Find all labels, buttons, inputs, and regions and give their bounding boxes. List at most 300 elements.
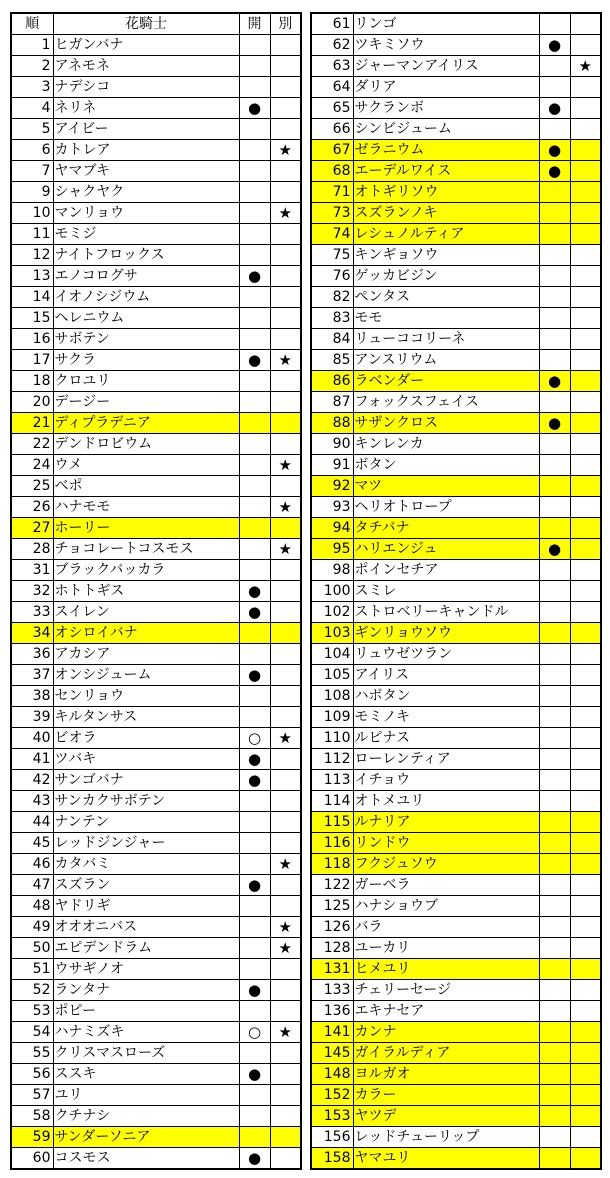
order-cell: 34 — [11, 623, 53, 644]
order-cell: 18 — [11, 371, 53, 392]
name-cell: コスモス — [53, 1148, 239, 1170]
order-cell: 131 — [311, 959, 353, 980]
special-mark-cell — [570, 224, 601, 245]
special-mark-cell — [270, 812, 301, 833]
order-cell: 40 — [11, 728, 53, 749]
order-cell: 110 — [311, 728, 353, 749]
name-cell: デンドロビウム — [53, 434, 239, 455]
open-mark-cell — [539, 602, 570, 623]
open-mark-cell: ● — [239, 602, 270, 623]
table-row — [11, 581, 301, 602]
name-cell: ウメ — [53, 455, 239, 476]
special-mark-cell — [570, 581, 601, 602]
name-cell: クリスマスローズ — [53, 1043, 239, 1064]
table-row — [11, 413, 301, 434]
name-cell: フォックスフェイス — [353, 392, 539, 413]
name-cell: ハリエンジュ — [353, 539, 539, 560]
open-mark-cell — [239, 1043, 270, 1064]
open-mark-cell: ● — [239, 266, 270, 287]
order-cell: 5 — [11, 119, 53, 140]
order-cell: 54 — [11, 1022, 53, 1043]
order-cell: 93 — [311, 497, 353, 518]
table-row — [11, 476, 301, 497]
open-mark-cell — [239, 35, 270, 56]
header-open: 開 — [239, 13, 270, 35]
special-mark-cell — [270, 1148, 301, 1170]
order-cell: 11 — [11, 224, 53, 245]
order-cell: 55 — [11, 1043, 53, 1064]
name-cell: エノコログサ — [53, 266, 239, 287]
open-mark-cell — [239, 476, 270, 497]
table-row — [311, 1064, 601, 1085]
open-mark-cell: ● — [539, 161, 570, 182]
table-row — [311, 98, 601, 119]
table-row — [311, 980, 601, 1001]
special-mark-cell: ★ — [570, 56, 601, 77]
order-cell: 82 — [311, 287, 353, 308]
open-mark-cell — [539, 686, 570, 707]
special-mark-cell — [570, 812, 601, 833]
table-row — [311, 266, 601, 287]
open-mark-cell — [239, 224, 270, 245]
open-mark-cell — [539, 623, 570, 644]
table-row — [311, 350, 601, 371]
open-mark-cell — [539, 644, 570, 665]
table-row — [11, 497, 301, 518]
table-row — [311, 665, 601, 686]
order-cell: 90 — [311, 434, 353, 455]
name-cell: バラ — [353, 917, 539, 938]
order-cell: 53 — [11, 1001, 53, 1022]
open-mark-cell — [539, 350, 570, 371]
order-cell: 74 — [311, 224, 353, 245]
name-cell: ヘレニウム — [53, 308, 239, 329]
order-cell: 88 — [311, 413, 353, 434]
open-mark-cell — [239, 833, 270, 854]
special-mark-cell — [270, 119, 301, 140]
special-mark-cell — [570, 182, 601, 203]
name-cell: エピデンドラム — [53, 938, 239, 959]
special-mark-cell — [570, 728, 601, 749]
special-mark-cell — [570, 308, 601, 329]
open-mark-cell — [239, 329, 270, 350]
order-cell: 112 — [311, 749, 353, 770]
special-mark-cell — [570, 455, 601, 476]
order-cell: 3 — [11, 77, 53, 98]
table-row — [311, 791, 601, 812]
name-cell: センリョウ — [53, 686, 239, 707]
open-mark-cell — [539, 833, 570, 854]
open-mark-cell — [239, 371, 270, 392]
table-row — [311, 413, 601, 434]
table-row — [11, 245, 301, 266]
open-mark-cell — [539, 119, 570, 140]
special-mark-cell: ★ — [270, 497, 301, 518]
special-mark-cell — [570, 560, 601, 581]
order-cell: 57 — [11, 1085, 53, 1106]
order-cell: 42 — [11, 770, 53, 791]
order-cell: 15 — [11, 308, 53, 329]
table-row — [311, 497, 601, 518]
table-row — [11, 203, 301, 224]
order-cell: 73 — [311, 203, 353, 224]
open-mark-cell — [539, 854, 570, 875]
order-cell: 122 — [311, 875, 353, 896]
open-mark-cell — [239, 623, 270, 644]
table-row — [11, 1085, 301, 1106]
open-mark-cell — [239, 1127, 270, 1148]
open-mark-cell — [539, 980, 570, 1001]
special-mark-cell — [270, 245, 301, 266]
order-cell: 62 — [311, 35, 353, 56]
order-cell: 83 — [311, 308, 353, 329]
name-cell: ストロベリーキャンドル — [353, 602, 539, 623]
special-mark-cell — [570, 266, 601, 287]
special-mark-cell — [570, 35, 601, 56]
order-cell: 32 — [11, 581, 53, 602]
special-mark-cell: ★ — [270, 728, 301, 749]
name-cell: クロユリ — [53, 371, 239, 392]
name-cell: マンリョウ — [53, 203, 239, 224]
name-cell: オシロイバナ — [53, 623, 239, 644]
open-mark-cell — [539, 434, 570, 455]
special-mark-cell — [270, 686, 301, 707]
open-mark-cell: ● — [239, 350, 270, 371]
order-cell: 118 — [311, 854, 353, 875]
special-mark-cell — [570, 791, 601, 812]
special-mark-cell: ★ — [270, 455, 301, 476]
special-mark-cell — [570, 602, 601, 623]
header-order: 順 — [11, 13, 53, 35]
special-mark-cell — [270, 476, 301, 497]
table-row — [11, 308, 301, 329]
special-mark-cell — [270, 266, 301, 287]
open-mark-cell: ● — [539, 371, 570, 392]
table-row — [11, 1043, 301, 1064]
order-cell: 116 — [311, 833, 353, 854]
name-cell: アイビー — [53, 119, 239, 140]
open-mark-cell — [539, 245, 570, 266]
name-cell: デージー — [53, 392, 239, 413]
open-mark-cell — [539, 182, 570, 203]
open-mark-cell — [539, 455, 570, 476]
open-mark-cell: ● — [239, 980, 270, 1001]
table-row — [11, 665, 301, 686]
name-cell: サザンクロス — [353, 413, 539, 434]
open-mark-cell — [239, 1085, 270, 1106]
order-cell: 94 — [311, 518, 353, 539]
name-cell: ベポ — [53, 476, 239, 497]
order-cell: 48 — [11, 896, 53, 917]
order-cell: 46 — [11, 854, 53, 875]
special-mark-cell: ★ — [270, 938, 301, 959]
order-cell: 65 — [311, 98, 353, 119]
order-cell: 86 — [311, 371, 353, 392]
open-mark-cell — [539, 1085, 570, 1106]
table-row — [11, 959, 301, 980]
name-cell: ランタナ — [53, 980, 239, 1001]
special-mark-cell — [570, 497, 601, 518]
special-mark-cell: ★ — [270, 203, 301, 224]
name-cell: ハナミズキ — [53, 1022, 239, 1043]
special-mark-cell — [270, 707, 301, 728]
order-cell: 7 — [11, 161, 53, 182]
table-row — [11, 644, 301, 665]
name-cell: ルナリア — [353, 812, 539, 833]
table-row — [311, 140, 601, 161]
special-mark-cell — [270, 1043, 301, 1064]
special-mark-cell — [570, 686, 601, 707]
name-cell: オトギリソウ — [353, 182, 539, 203]
table-row — [311, 539, 601, 560]
table-row — [311, 623, 601, 644]
open-mark-cell — [239, 791, 270, 812]
special-mark-cell — [570, 1064, 601, 1085]
table-row — [11, 518, 301, 539]
open-mark-cell — [539, 791, 570, 812]
special-mark-cell — [270, 308, 301, 329]
table-row — [11, 539, 301, 560]
open-mark-cell: ● — [239, 1064, 270, 1085]
table-row — [311, 434, 601, 455]
open-mark-cell — [239, 182, 270, 203]
flower-knight-table-left — [10, 12, 302, 1170]
table-row — [311, 644, 601, 665]
special-mark-cell — [270, 602, 301, 623]
order-cell: 113 — [311, 770, 353, 791]
order-cell: 22 — [11, 434, 53, 455]
table-row — [311, 833, 601, 854]
table-row — [311, 854, 601, 875]
open-mark-cell — [539, 875, 570, 896]
special-mark-cell — [270, 1001, 301, 1022]
special-mark-cell — [570, 1001, 601, 1022]
table-row — [311, 119, 601, 140]
table-row — [11, 350, 301, 371]
open-mark-cell — [239, 455, 270, 476]
table-row — [311, 1043, 601, 1064]
name-cell: サンゴバナ — [53, 770, 239, 791]
table-row — [11, 707, 301, 728]
order-cell: 16 — [11, 329, 53, 350]
order-cell: 20 — [11, 392, 53, 413]
table-row — [311, 1085, 601, 1106]
table-row — [311, 77, 601, 98]
order-cell: 158 — [311, 1148, 353, 1170]
special-mark-cell — [570, 413, 601, 434]
name-cell: ホトトギス — [53, 581, 239, 602]
order-cell: 148 — [311, 1064, 353, 1085]
order-cell: 115 — [311, 812, 353, 833]
order-cell: 128 — [311, 938, 353, 959]
table-row — [11, 854, 301, 875]
table-row — [311, 749, 601, 770]
open-mark-cell — [539, 308, 570, 329]
special-mark-cell: ★ — [270, 1022, 301, 1043]
open-mark-cell — [239, 812, 270, 833]
name-cell: チェリーセージ — [353, 980, 539, 1001]
table-row — [311, 1127, 601, 1148]
special-mark-cell — [570, 77, 601, 98]
order-cell: 66 — [311, 119, 353, 140]
special-mark-cell — [270, 959, 301, 980]
special-mark-cell — [270, 434, 301, 455]
name-cell: チョコレートコスモス — [53, 539, 239, 560]
open-mark-cell — [539, 812, 570, 833]
table-row — [11, 371, 301, 392]
open-mark-cell — [539, 707, 570, 728]
special-mark-cell — [270, 413, 301, 434]
name-cell: サンダーソニア — [53, 1127, 239, 1148]
open-mark-cell — [539, 581, 570, 602]
open-mark-cell — [539, 497, 570, 518]
order-cell: 28 — [11, 539, 53, 560]
open-mark-cell — [239, 896, 270, 917]
special-mark-cell — [270, 833, 301, 854]
order-cell: 24 — [11, 455, 53, 476]
table-row — [311, 875, 601, 896]
special-mark-cell — [270, 224, 301, 245]
open-mark-cell — [539, 266, 570, 287]
name-cell: ローレンティア — [353, 749, 539, 770]
name-cell: ウサギノオ — [53, 959, 239, 980]
order-cell: 84 — [311, 329, 353, 350]
name-cell: ブラックバッカラ — [53, 560, 239, 581]
name-cell: スズランノキ — [353, 203, 539, 224]
name-cell: ディプラデニア — [53, 413, 239, 434]
table-row — [311, 329, 601, 350]
order-cell: 87 — [311, 392, 353, 413]
special-mark-cell — [570, 1127, 601, 1148]
name-cell: アイリス — [353, 665, 539, 686]
name-cell: モモ — [353, 308, 539, 329]
open-mark-cell — [239, 1001, 270, 1022]
order-cell: 6 — [11, 140, 53, 161]
table-row — [311, 896, 601, 917]
table-row — [11, 686, 301, 707]
special-mark-cell — [270, 791, 301, 812]
table-row — [311, 560, 601, 581]
special-mark-cell — [270, 623, 301, 644]
name-cell: マツ — [353, 476, 539, 497]
open-mark-cell — [539, 13, 570, 35]
table-row — [11, 1022, 301, 1043]
name-cell: カラー — [353, 1085, 539, 1106]
open-mark-cell — [539, 1148, 570, 1170]
open-mark-cell — [539, 518, 570, 539]
order-cell: 25 — [11, 476, 53, 497]
name-cell: ゲッカビジン — [353, 266, 539, 287]
table-row — [311, 245, 601, 266]
special-mark-cell — [270, 161, 301, 182]
name-cell: ヤツデ — [353, 1106, 539, 1127]
table-row — [311, 13, 601, 35]
table-row — [311, 1001, 601, 1022]
name-cell: オトメユリ — [353, 791, 539, 812]
special-mark-cell — [570, 875, 601, 896]
table-row — [11, 1064, 301, 1085]
order-cell: 50 — [11, 938, 53, 959]
special-mark-cell — [570, 833, 601, 854]
name-cell: ヤマユリ — [353, 1148, 539, 1170]
open-mark-cell: ● — [539, 140, 570, 161]
special-mark-cell — [570, 896, 601, 917]
name-cell: スズラン — [53, 875, 239, 896]
order-cell: 125 — [311, 896, 353, 917]
table-row — [311, 1106, 601, 1127]
open-mark-cell — [539, 1001, 570, 1022]
open-mark-cell — [239, 917, 270, 938]
name-cell: ギンリョウソウ — [353, 623, 539, 644]
open-mark-cell: ● — [539, 98, 570, 119]
name-cell: ユーカリ — [353, 938, 539, 959]
special-mark-cell — [570, 980, 601, 1001]
name-cell: アネモネ — [53, 56, 239, 77]
open-mark-cell — [539, 329, 570, 350]
name-cell: レッドチューリップ — [353, 1127, 539, 1148]
table-row — [11, 791, 301, 812]
order-cell: 108 — [311, 686, 353, 707]
name-cell: ナデシコ — [53, 77, 239, 98]
name-cell: サクラ — [53, 350, 239, 371]
special-mark-cell — [570, 476, 601, 497]
order-cell: 85 — [311, 350, 353, 371]
open-mark-cell: ● — [539, 35, 570, 56]
name-cell: カトレア — [53, 140, 239, 161]
open-mark-cell — [539, 56, 570, 77]
special-mark-cell — [570, 1106, 601, 1127]
special-mark-cell — [570, 707, 601, 728]
special-mark-cell — [270, 518, 301, 539]
table-row — [11, 980, 301, 1001]
open-mark-cell — [539, 959, 570, 980]
table-row — [11, 938, 301, 959]
table-row — [311, 1022, 601, 1043]
table-row — [11, 917, 301, 938]
special-mark-cell — [570, 119, 601, 140]
special-mark-cell — [570, 749, 601, 770]
order-cell: 145 — [311, 1043, 353, 1064]
order-cell: 4 — [11, 98, 53, 119]
table-row — [311, 938, 601, 959]
name-cell: イチョウ — [353, 770, 539, 791]
table-row — [311, 602, 601, 623]
table-row — [311, 707, 601, 728]
name-cell: ツバキ — [53, 749, 239, 770]
open-mark-cell — [539, 1106, 570, 1127]
name-cell: リンドウ — [353, 833, 539, 854]
special-mark-cell — [270, 644, 301, 665]
table-row — [11, 749, 301, 770]
order-cell: 10 — [11, 203, 53, 224]
order-cell: 92 — [311, 476, 353, 497]
special-mark-cell — [270, 560, 301, 581]
table-row — [11, 266, 301, 287]
order-cell: 39 — [11, 707, 53, 728]
special-mark-cell — [570, 371, 601, 392]
table-row — [11, 1148, 301, 1170]
table-row — [311, 728, 601, 749]
special-mark-cell: ★ — [270, 140, 301, 161]
order-cell: 105 — [311, 665, 353, 686]
table-row — [11, 119, 301, 140]
table-row — [311, 287, 601, 308]
special-mark-cell — [270, 35, 301, 56]
open-mark-cell — [239, 959, 270, 980]
open-mark-cell — [239, 497, 270, 518]
order-cell: 67 — [311, 140, 353, 161]
name-cell: エーデルワイス — [353, 161, 539, 182]
